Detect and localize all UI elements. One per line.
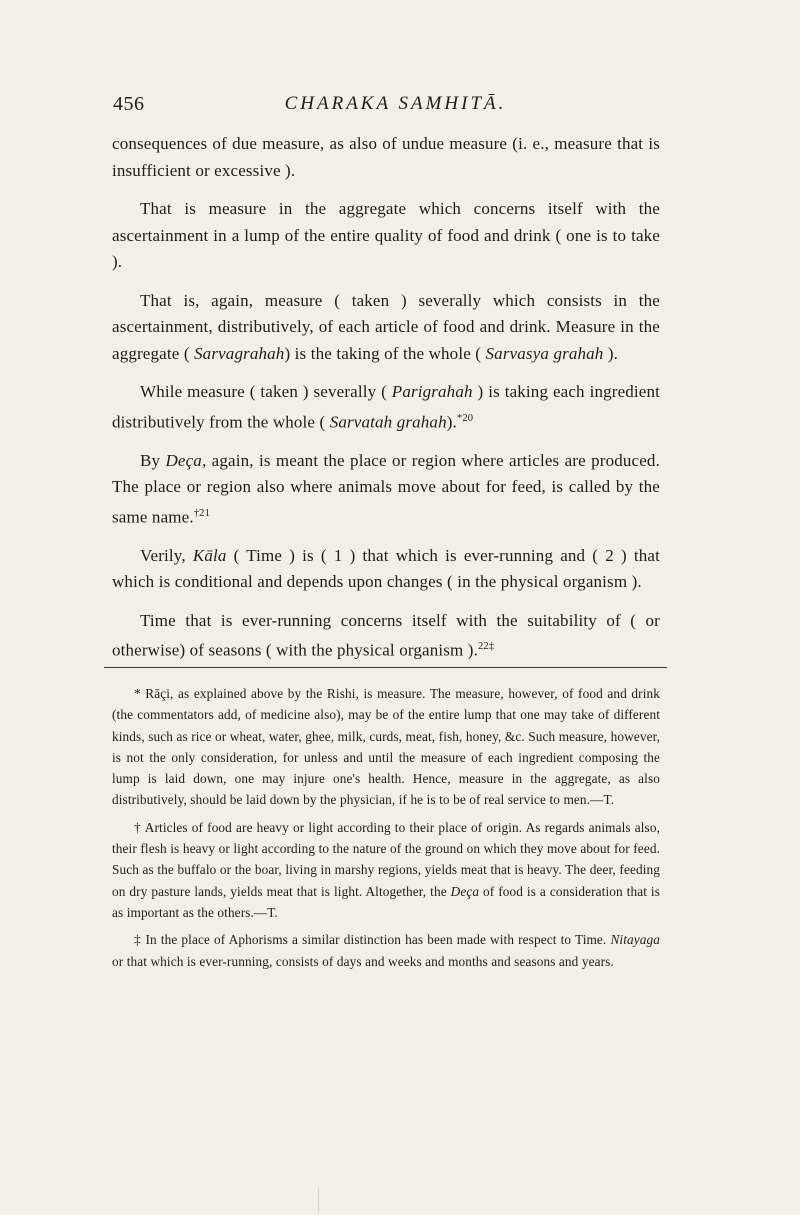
footnote-3 [112,929,660,972]
paper-mark [318,1188,319,1212]
paragraph-7-text: Time that is ever-running concerns itself with the suitability of ( or otherwise) of seasons ( with the physical organism ). [112,610,660,660]
term-sarvagrahah: Sarvagrahah [194,343,285,363]
paragraph-4-text: While measure ( taken ) severally ( [140,382,392,401]
term-sarvatah-grahah: Sarvatah grahah [329,412,447,432]
paragraph-3-end: ). [603,343,619,363]
footnote-2-text: † Articles of food are heavy or light according to their place of origin. As regards animals also, their flesh is heavy or light according to the nature of the ground on which they move about for feed. Such as the buffalo or the boar, living in marshy regions, yields meat that is heavy. The deer, feeding on dry pasture lands, yields meat that is light. Altogether, the [112,819,660,899]
paragraph-3-text: That is, again, measure ( taken ) severally which consists in the ascertainment, distributively, of each article of food and drink. Measure in the aggregate ( [112,290,660,363]
body-text [112,131,660,676]
paragraph-4-mid: ) is taking each ingredient distributively from the whole ( [112,382,661,432]
paragraph-3 [112,288,660,368]
paragraph-1-text: consequences of due measure, as also of undue measure (i. e., measure that is insufficient or excessive ). [112,134,660,180]
paragraph-6-end: ( Time ) is ( 1 ) that which is ever-running and ( 2 ) that which is conditional and depends upon changes ( in the physical organism ). [112,545,660,592]
footnote-ref-20[interactable]: *20 [456,412,474,424]
paragraph-4 [112,379,660,436]
footnote-term-nitayaga: Nitayaga [610,932,660,948]
footnote-1 [112,683,660,811]
footnote-term-deca: Deça [450,883,480,899]
paragraph-5-text: By [140,450,166,470]
page-number: 456 [113,93,145,115]
paragraph-7 [112,608,660,665]
paragraph-5 [112,448,660,531]
footnote-ref-21[interactable]: †21 [193,507,210,519]
paragraph-6 [112,543,660,596]
footnote-2-end: of food is a consideration that is as important as the others.—T. [112,883,660,920]
footnote-3-end: or that which is ever-running, consists of days and weeks and months and seasons and years. [112,953,614,969]
term-kala: Kāla [192,545,227,565]
running-title: CHARAKA SAMHITĀ. [284,93,507,114]
paragraph-4-end: ). [446,412,457,432]
footnote-ref-22[interactable]: 22‡ [477,641,495,653]
footnote-divider [104,667,667,668]
term-deca: Deça [165,450,202,470]
paragraph-5-end: , again, is meant the place or region where articles are produced. The place or region also where animals move about for feed, is called by the same name. [112,450,660,527]
paragraph-6-text: Verily, [140,545,193,565]
footnote-2 [112,817,660,923]
term-sarvasya-grahah: Sarvasya grahah [485,343,604,363]
footnotes [112,683,660,978]
page-header [113,93,658,119]
footnote-1-text: * Rāçi, as explained above by the Rishi, is measure. The measure, however, of food and drink (the commentators add, of medicine also), may be of the entire lump that one may take of different kinds, such as rice or wheat, water, ghee, milk, curds, meat, fish, honey, &c. Such measure, however, is not the only consideration, for unless and until the measure of each ingredient composing the lump is laid down, one may injure one's health. Hence, measure in the aggregate, as also distributively, should be laid down by the physician, if he is to be of real service to men.—T. [112,686,660,808]
paragraph-2 [112,196,660,276]
paragraph-1 [112,131,660,184]
footnote-3-text: ‡ In the place of Aphorisms a similar distinction has been made with respect to Time. [134,932,611,948]
paragraph-2-text: That is measure in the aggregate which concerns itself with the ascertainment in a lump of the entire quality of food and drink ( one is to take ). [112,199,660,271]
paragraph-3-mid: ) is the taking of the whole ( [284,343,486,363]
term-parigrahah: Parigrahah [391,382,473,401]
